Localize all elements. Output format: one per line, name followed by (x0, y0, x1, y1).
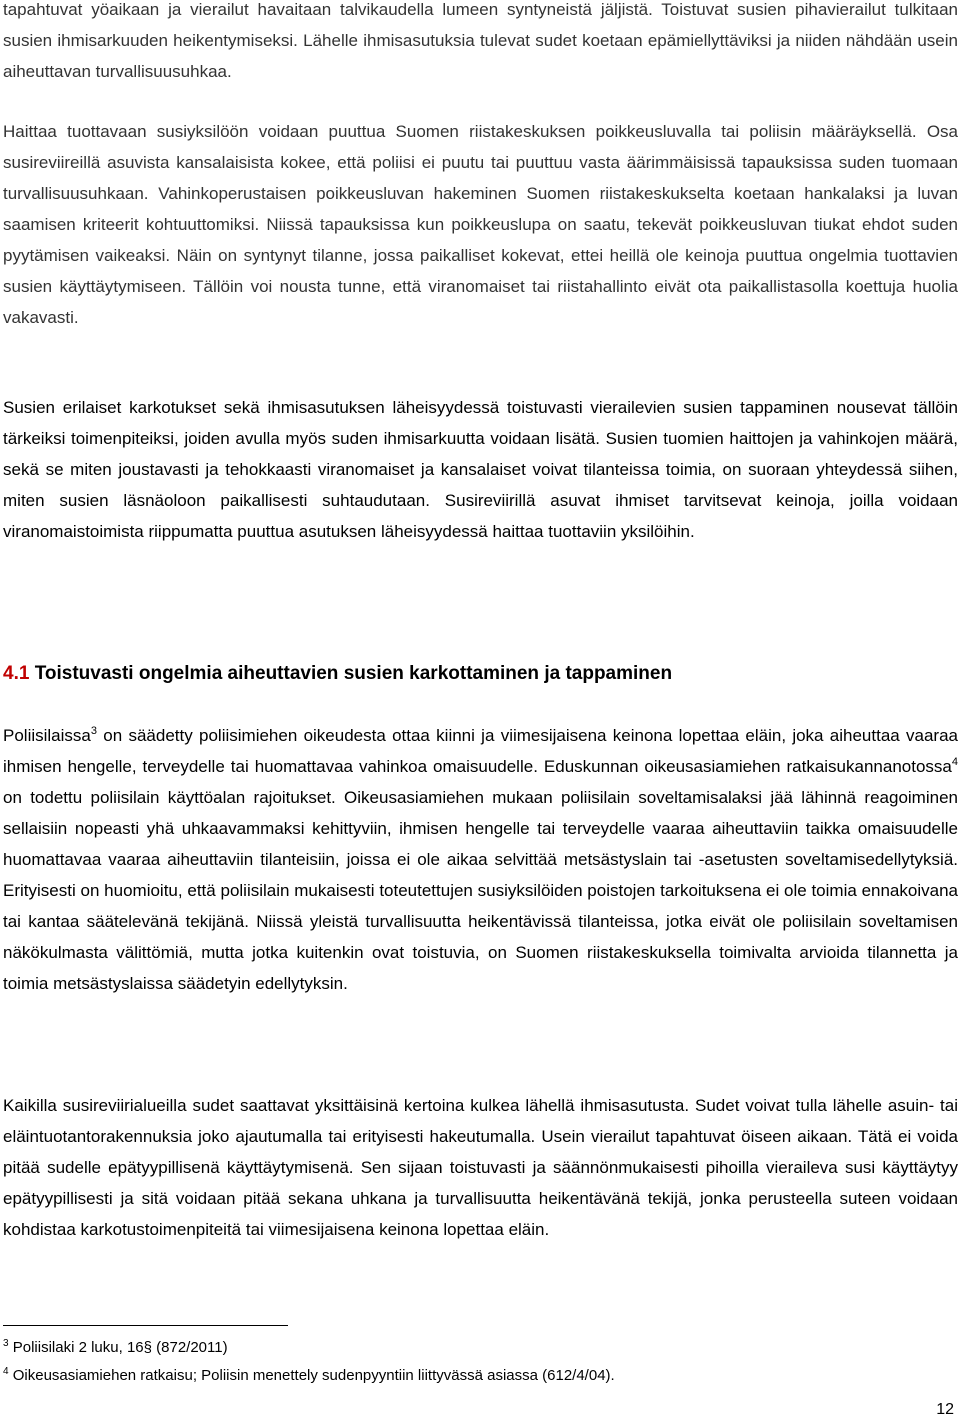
paragraph-permits: Haittaa tuottavaan susiyksilöön voidaan puuttua Suomen riistakeskuksen poikkeusluvalla tai poliisin määräyksellä. Osa susireviireillä asuvista kansalaisista kokee, että poliisi ei puutu tai puuttuu vasta äärimmäisissä tapauksissa suden tuomaan turvallisuusuhkaan. Vahinkoperustaisen poikkeusluvan hakeminen Suomen riistakeskukselta koetaan hankalaksi ja luvan saamisen kriteerit kohtuuttomiksi. Niissä tapauksissa kun poikkeuslupa on saatu, tekevät poikkeusluvan tiukat ehdot suden pyytämisen vaikeaksi. Näin on syntynyt tilanne, jossa paikalliset kokevat, ettei heillä ole keinoja puuttua ongelmia tuottavien susien käyttäytymiseen. Tällöin voi nousta tunne, että viranomaiset tai riistahallinto eivät ota paikallistasolla koettuja huolia vakavasti. (3, 122, 958, 327)
page-number: 12 (936, 1401, 954, 1418)
footnote-text-4: Oikeusasiamiehen ratkaisu; Poliisin menettely sudenpyyntiin liittyvässä asiassa (612/4/04). (8, 1367, 615, 1384)
paragraph-police-law-part-a: Poliisilaissa (3, 726, 91, 745)
footnote-ref-3[interactable]: 3 (90, 725, 97, 737)
footnote-marker-4: 4 (3, 1366, 9, 1377)
paragraph-visits: Kaikilla susireviirialueilla sudet saattavat yksittäisinä kertoina kulkea lähellä ihmisasutusta. Sudet voivat tulla lähelle asuin- tai eläintuotantorakennuksia joko ajautumalla tai erityisesti hakeutumalla. Usein vierailut tapahtuvat öiseen aikaan. Tätä ei voida pitää sudelle epätyypillisenä käyttäytymisenä. Sen sijaan toistuvasti ja säännönmukaisesti pihoilla vieraileva susi käyttäytyy epätyypillisesti ja sitä voidaan pitää sekana uhkana ja turvallisuutta heikentävänä tekijä, jonka perusteella suteen voidaan kohdistaa karkotustoimenpiteitä tai viimesijaisena keinona lopettaa eläin. (3, 1096, 958, 1239)
paragraph-police-law-part-b: on säädetty poliisimiehen oikeudesta ottaa kiinni ja viimesijaisena keinona lopettaa eläin, joka aiheuttaa vaaraa ihmisen hengelle, terveydelle tai huomattavaa vahinkoa omaisuudelle. Eduskunnan oikeusasiamiehen ratkaisukannanotossa (3, 726, 958, 776)
section-number: 4.1 (3, 663, 30, 684)
footnote-text-3: Poliisilaki 2 luku, 16§ (872/2011) (8, 1339, 228, 1356)
paragraph-intro: tapahtuvat yöaikaan ja vierailut havaitaan talvikaudella lumeen syntyneistä jäljistä. Toistuvat susien pihavierailut tulkitaan susien ihmisarkuuden heikentymiseksi. Lähelle ihmisasutuksia tulevat sudet koetaan epämiellyttäviksi ja niiden nähdään usein aiheuttavan turvallisuusuhkaa. (3, 0, 958, 81)
paragraph-measures: Susien erilaiset karkotukset sekä ihmisasutuksen läheisyydessä toistuvasti vierailevien susien tappaminen nousevat tällöin tärkeiksi toimenpiteiksi, joiden avulla myös suden ihmisarkuutta voidaan lisätä. Susien tuomien haittojen ja vahinkojen määrä, sekä se miten joustavasti ja tehokkaasti viranomaiset ja kansalaiset voivat tilanteissa toimia, on suoraan yhteydessä siihen, miten susien läsnäoloon paikallisesti suhtaudutaan. Susireviirillä asuvat ihmiset tarvitsevat keinoja, joilla voidaan viranomaistoimista riippumatta puuttua asutuksen läheisyydessä haittaa tuottaviin yksilöihin. (3, 398, 958, 541)
section-title: Toistuvasti ongelmia aiheuttavien susien karkottaminen ja tappaminen (29, 663, 673, 684)
section-heading (3, 660, 672, 688)
paragraph-police-law (3, 720, 958, 999)
footnotes (3, 1334, 958, 1390)
footnote-divider (3, 1325, 288, 1326)
footnote-3 (3, 1334, 958, 1362)
footnote-ref-4[interactable]: 4 (951, 756, 958, 768)
footnote-4 (3, 1362, 958, 1390)
paragraph-police-law-part-c: on todettu poliisilain käyttöalan rajoitukset. Oikeusasiamiehen mukaan poliisilain soveltamisalaksi jää lähinnä reagoiminen sellaisiin nopeasti yhä uhkaavammaksi kehittyviin, ihmisen hengelle tai terveydelle vaaraa aiheuttaviin taikka omaisuudelle huomattavaa vaaraa aiheuttaviin tilanteisiin, joissa ei ole aikaa selvittää metsästyslain tai -asetusten soveltamisedellytyksiä. Erityisesti on huomioitu, että poliisilain mukaisesti toteutettujen susiyksilöiden poistojen tarkoituksena ei ole toimia ennakoivana tai kantaa säätelevänä tekijänä. Niissä yleistä turvallisuutta heikentävissä tilanteissa, jotka eivät ole poliisilain soveltamisen näkökulmasta välittömiä, mutta jotka kuitenkin ovat toistuvia, on Suomen riistakeskuksella toimivalta arvioida tilannetta ja toimia metsästyslaissa säädetyin edellytyksin. (3, 788, 958, 993)
footnote-marker-3: 3 (3, 1338, 9, 1349)
